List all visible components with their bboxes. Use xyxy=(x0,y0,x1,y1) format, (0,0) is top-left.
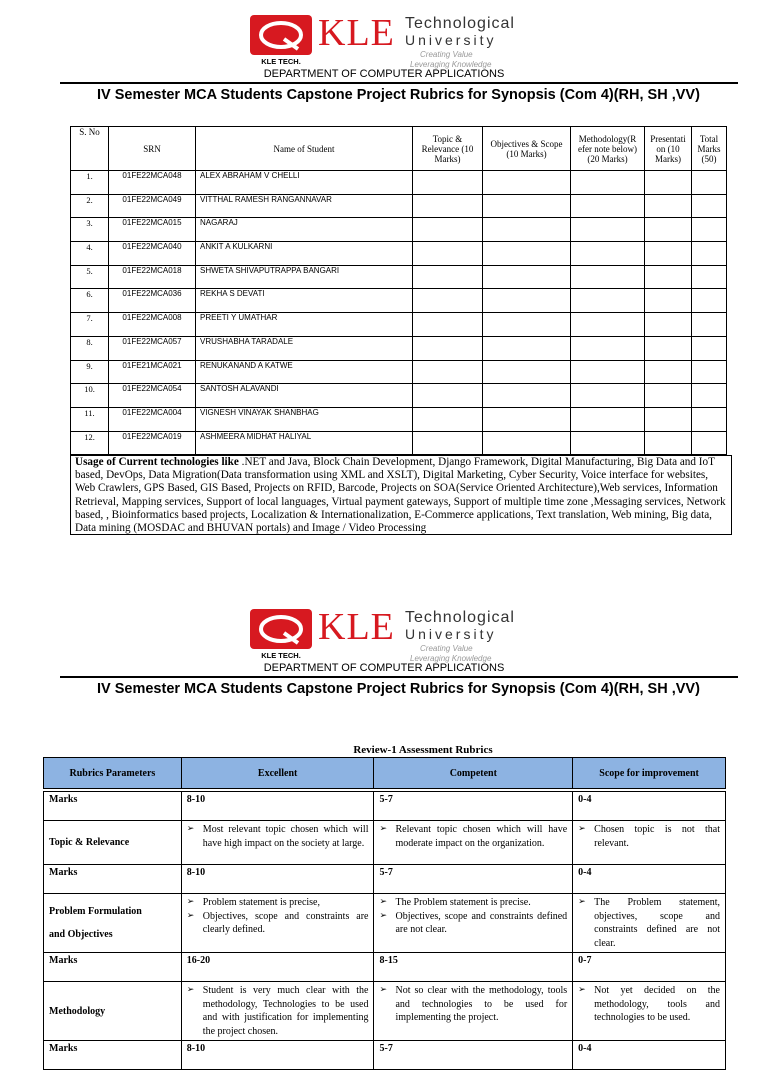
kle-emblem-icon xyxy=(250,15,312,55)
table-row xyxy=(71,194,727,218)
topic-mark-cell[interactable] xyxy=(413,242,483,266)
presentation-mark-cell[interactable] xyxy=(645,407,692,431)
bullet: ➢ Objectives, scope and constraints defined are not clear. xyxy=(379,910,567,937)
bullet: ➢ Chosen topic is not that relevant. xyxy=(578,823,720,850)
marks-label: Marks xyxy=(44,865,182,894)
srn-cell: 01FE22MCA049 xyxy=(109,194,196,218)
topic-mark-cell[interactable] xyxy=(413,431,483,455)
header-rule-2 xyxy=(60,676,738,678)
student-name-cell: VIGNESH VINAYAK SHANBHAG xyxy=(196,407,413,431)
bullet: ➢ Not yet decided on the methodology, tools and technologies to be used. xyxy=(578,984,720,1025)
objectives-mark-cell[interactable] xyxy=(483,313,571,337)
topic-mark-cell[interactable] xyxy=(413,194,483,218)
rubric-col-competent: Competent xyxy=(374,758,573,789)
header-rule xyxy=(60,82,738,84)
presentation-mark-cell[interactable] xyxy=(645,431,692,455)
rubric-caption: Review-1 Assessment Rubrics xyxy=(353,744,493,756)
bullet: ➢ Not so clear with the methodology, tools and technologies to be used for implementing the project. xyxy=(379,984,567,1025)
logo-line2: University xyxy=(405,32,497,48)
srn-cell: 01FE22MCA040 xyxy=(109,242,196,266)
table-row xyxy=(71,218,727,242)
rubric-row-methodology xyxy=(44,982,726,1041)
marks-row xyxy=(44,953,726,982)
marks-excellent: 8-10 xyxy=(181,1041,374,1070)
topic-mark-cell[interactable] xyxy=(413,336,483,360)
presentation-mark-cell[interactable] xyxy=(645,242,692,266)
objectives-mark-cell[interactable] xyxy=(483,431,571,455)
university-logo xyxy=(250,12,520,71)
page-title: IV Semester MCA Students Capstone Project Rubrics for Synopsis (Com 4)(RH, SH ,VV) xyxy=(97,87,700,103)
logo-line1: Technological xyxy=(405,15,515,32)
total-mark-cell[interactable] xyxy=(692,289,727,313)
presentation-mark-cell[interactable] xyxy=(645,265,692,289)
total-mark-cell[interactable] xyxy=(692,242,727,266)
student-name-cell: PREETI Y UMATHAR xyxy=(196,313,413,337)
marks-label: Marks xyxy=(44,1041,182,1070)
student-name-cell: ALEX ABRAHAM V CHELLI xyxy=(196,171,413,195)
col-srn: SRN xyxy=(109,127,196,171)
methodology-mark-cell[interactable] xyxy=(571,218,645,242)
logo-tagline-2: Leveraging Knowledge xyxy=(410,60,492,69)
rubric-col-parameters: Rubrics Parameters xyxy=(44,758,182,789)
marks-competent: 8-15 xyxy=(374,953,573,982)
logo-brand: KLE xyxy=(318,606,395,648)
student-marks-table xyxy=(70,126,727,455)
objectives-mark-cell[interactable] xyxy=(483,194,571,218)
department-heading: DEPARTMENT OF COMPUTER APPLICATIONS xyxy=(263,68,505,80)
sno-cell: 3. xyxy=(71,218,109,242)
param-problem-line1: Problem Formulation xyxy=(49,906,142,917)
srn-cell: 01FE22MCA036 xyxy=(109,289,196,313)
sno-cell: 1. xyxy=(71,171,109,195)
methodology-mark-cell[interactable] xyxy=(571,171,645,195)
objectives-mark-cell[interactable] xyxy=(483,289,571,313)
col-methodology: Methodology(R efer note below) (20 Marks) xyxy=(571,127,645,171)
objectives-mark-cell[interactable] xyxy=(483,360,571,384)
presentation-mark-cell[interactable] xyxy=(645,194,692,218)
marks-competent: 5-7 xyxy=(374,1041,573,1070)
bullet: ➢ Relevant topic chosen which will have moderate impact on the organization. xyxy=(379,823,567,850)
marks-row xyxy=(44,792,726,821)
topic-mark-cell[interactable] xyxy=(413,313,483,337)
srn-cell: 01FE22MCA019 xyxy=(109,431,196,455)
rubric-row-problem xyxy=(44,894,726,953)
bullet: ➢ The Problem statement is precise. xyxy=(379,896,567,910)
table-row xyxy=(71,289,727,313)
sno-cell: 10. xyxy=(71,384,109,408)
total-mark-cell[interactable] xyxy=(692,336,727,360)
sno-cell: 9. xyxy=(71,360,109,384)
objectives-mark-cell[interactable] xyxy=(483,218,571,242)
col-topic: Topic & Relevance (10 Marks) xyxy=(413,127,483,171)
param-problem xyxy=(44,894,182,953)
presentation-mark-cell[interactable] xyxy=(645,336,692,360)
logo-tagline-2: Leveraging Knowledge xyxy=(410,654,492,663)
srn-cell: 01FE22MCA054 xyxy=(109,384,196,408)
sno-cell: 2. xyxy=(71,194,109,218)
sno-cell: 6. xyxy=(71,289,109,313)
marks-competent: 5-7 xyxy=(374,865,573,894)
methodology-mark-cell[interactable] xyxy=(571,313,645,337)
sno-cell: 12. xyxy=(71,431,109,455)
logo-line2: University xyxy=(405,626,497,642)
student-name-cell: RENUKANAND A KATWE xyxy=(196,360,413,384)
marks-label: Marks xyxy=(44,792,182,821)
technologies-text: .NET and Java, Block Chain Development, Django Framework, Digital Manufacturing, Big Data and IoT based, DevOps, Data Migration(Data transformation using XML and XSLT), Digital Marketing, Cyber Security, Voice interface for websites, Web Crawlers, GPS Based, GIS Based, Projects on RFID, Barcode, Projects on SOA(Service Oriented Architecture),Web services, Information Retrieval, Mapping services, Support of local languages, Virtual payment gateways, Support of multiple time zone ,Messaging services, Network based, , Bioinformatics based projects, Localization & Internationalization, E-Commerce applications, Text translation, Web mining, Big data, Data mining (MOSDAC and BHUVAN portals) and Image / Video Processing xyxy=(75,456,726,535)
logo-tech-label: KLE TECH. xyxy=(261,57,301,66)
srn-cell: 01FE22MCA015 xyxy=(109,218,196,242)
logo-tagline-1: Creating Value xyxy=(420,50,473,59)
marks-label: Marks xyxy=(44,953,182,982)
logo-brand: KLE xyxy=(318,12,395,54)
technologies-note xyxy=(70,455,732,535)
srn-cell: 01FE22MCA057 xyxy=(109,336,196,360)
marks-scope: 0-4 xyxy=(573,792,726,821)
presentation-mark-cell[interactable] xyxy=(645,218,692,242)
objectives-mark-cell[interactable] xyxy=(483,171,571,195)
total-mark-cell[interactable] xyxy=(692,384,727,408)
methodology-mark-cell[interactable] xyxy=(571,431,645,455)
srn-cell: 01FE21MCA021 xyxy=(109,360,196,384)
topic-mark-cell[interactable] xyxy=(413,360,483,384)
table-row xyxy=(71,384,727,408)
student-name-cell: REKHA S DEVATI xyxy=(196,289,413,313)
marks-competent: 5-7 xyxy=(374,792,573,821)
marks-scope: 0-4 xyxy=(573,1041,726,1070)
total-mark-cell[interactable] xyxy=(692,431,727,455)
rubric-col-scope: Scope for improvement xyxy=(573,758,726,789)
methodology-mark-cell[interactable] xyxy=(571,384,645,408)
rubric-header-row xyxy=(44,758,726,789)
kle-emblem-icon xyxy=(250,609,312,649)
logo-line1: Technological xyxy=(405,609,515,626)
marks-row xyxy=(44,1041,726,1070)
methodology-mark-cell[interactable] xyxy=(571,194,645,218)
table-row xyxy=(71,360,727,384)
table-row xyxy=(71,313,727,337)
table-header-row xyxy=(71,127,727,171)
page-title-2: IV Semester MCA Students Capstone Project Rubrics for Synopsis (Com 4)(RH, SH ,VV) xyxy=(97,681,700,697)
total-mark-cell[interactable] xyxy=(692,360,727,384)
topic-mark-cell[interactable] xyxy=(413,218,483,242)
topic-mark-cell[interactable] xyxy=(413,171,483,195)
presentation-mark-cell[interactable] xyxy=(645,289,692,313)
total-mark-cell[interactable] xyxy=(692,171,727,195)
col-sno: S. No xyxy=(71,127,109,171)
srn-cell: 01FE22MCA008 xyxy=(109,313,196,337)
student-name-cell: SANTOSH ALAVANDI xyxy=(196,384,413,408)
objectives-mark-cell[interactable] xyxy=(483,384,571,408)
objectives-mark-cell[interactable] xyxy=(483,242,571,266)
objectives-mark-cell[interactable] xyxy=(483,265,571,289)
marks-excellent: 8-10 xyxy=(181,792,374,821)
student-name-cell: SHWETA SHIVAPUTRAPPA BANGARI xyxy=(196,265,413,289)
table-row xyxy=(71,171,727,195)
topic-mark-cell[interactable] xyxy=(413,289,483,313)
objectives-mark-cell[interactable] xyxy=(483,336,571,360)
objectives-mark-cell[interactable] xyxy=(483,407,571,431)
student-name-cell: NAGARAJ xyxy=(196,218,413,242)
logo-tech-label: KLE TECH. xyxy=(261,651,301,660)
topic-mark-cell[interactable] xyxy=(413,265,483,289)
sno-cell: 7. xyxy=(71,313,109,337)
rubric-col-excellent: Excellent xyxy=(181,758,374,789)
marks-excellent: 8-10 xyxy=(181,865,374,894)
table-row xyxy=(71,407,727,431)
marks-row xyxy=(44,865,726,894)
university-logo-2 xyxy=(250,606,520,665)
table-row xyxy=(71,431,727,455)
col-objectives: Objectives & Scope (10 Marks) xyxy=(483,127,571,171)
marks-scope: 0-7 xyxy=(573,953,726,982)
marks-scope: 0-4 xyxy=(573,865,726,894)
bullet: ➢ The Problem statement, objectives, scope and constraints defined are not clear. xyxy=(578,896,720,950)
total-mark-cell[interactable] xyxy=(692,407,727,431)
presentation-mark-cell[interactable] xyxy=(645,384,692,408)
srn-cell: 01FE22MCA018 xyxy=(109,265,196,289)
presentation-mark-cell[interactable] xyxy=(645,360,692,384)
student-name-cell: VITTHAL RAMESH RANGANNAVAR xyxy=(196,194,413,218)
table-row xyxy=(71,336,727,360)
param-problem-line2: and Objectives xyxy=(49,929,113,940)
bullet: ➢ Student is very much clear with the methodology, Technologies to be used and with justification for implementing the project chosen. xyxy=(187,984,369,1038)
methodology-mark-cell[interactable] xyxy=(571,336,645,360)
methodology-mark-cell[interactable] xyxy=(571,265,645,289)
sno-cell: 5. xyxy=(71,265,109,289)
student-name-cell: ANKIT A KULKARNI xyxy=(196,242,413,266)
rubric-table xyxy=(43,757,726,1070)
col-presentation: Presentati on (10 Marks) xyxy=(645,127,692,171)
param-topic: Topic & Relevance xyxy=(44,821,182,865)
rubric-row-topic xyxy=(44,821,726,865)
methodology-mark-cell[interactable] xyxy=(571,242,645,266)
total-mark-cell[interactable] xyxy=(692,218,727,242)
table-row xyxy=(71,242,727,266)
department-heading-2: DEPARTMENT OF COMPUTER APPLICATIONS xyxy=(263,662,505,674)
total-mark-cell[interactable] xyxy=(692,313,727,337)
technologies-label: Usage of Current technologies like xyxy=(75,456,239,468)
sno-cell: 8. xyxy=(71,336,109,360)
logo-tagline-1: Creating Value xyxy=(420,644,473,653)
sno-cell: 4. xyxy=(71,242,109,266)
presentation-mark-cell[interactable] xyxy=(645,171,692,195)
srn-cell: 01FE22MCA004 xyxy=(109,407,196,431)
methodology-mark-cell[interactable] xyxy=(571,289,645,313)
topic-mark-cell[interactable] xyxy=(413,384,483,408)
marks-excellent: 16-20 xyxy=(181,953,374,982)
srn-cell: 01FE22MCA048 xyxy=(109,171,196,195)
methodology-mark-cell[interactable] xyxy=(571,360,645,384)
table-row xyxy=(71,265,727,289)
topic-mark-cell[interactable] xyxy=(413,407,483,431)
bullet: ➢ Objectives, scope and constraints are clearly defined. xyxy=(187,910,369,937)
student-name-cell: VRUSHABHA TARADALE xyxy=(196,336,413,360)
student-name-cell: ASHMEERA MIDHAT HALIYAL xyxy=(196,431,413,455)
col-total: Total Marks (50) xyxy=(692,127,727,171)
total-mark-cell[interactable] xyxy=(692,265,727,289)
bullet: ➢ Problem statement is precise, xyxy=(187,896,369,910)
bullet: ➢ Most relevant topic chosen which will have high impact on the society at large. xyxy=(187,823,369,850)
methodology-mark-cell[interactable] xyxy=(571,407,645,431)
total-mark-cell[interactable] xyxy=(692,194,727,218)
col-name: Name of Student xyxy=(196,127,413,171)
sno-cell: 11. xyxy=(71,407,109,431)
param-methodology: Methodology xyxy=(44,982,182,1041)
presentation-mark-cell[interactable] xyxy=(645,313,692,337)
